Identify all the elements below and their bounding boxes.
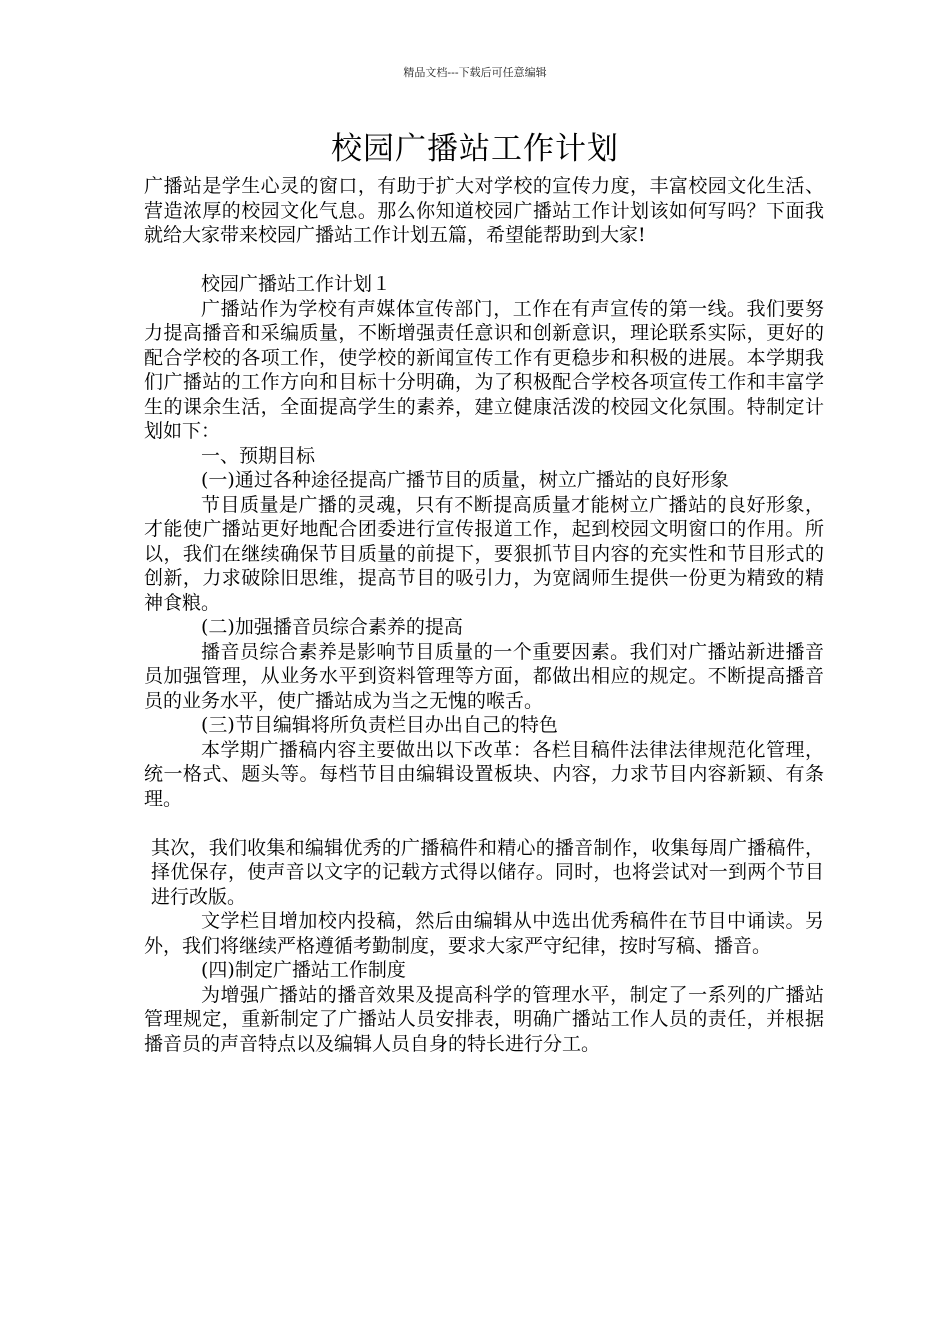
blank-line	[144, 248, 824, 273]
section-heading: 校园广播站工作计划１	[201, 273, 392, 295]
document-title: 校园广播站工作计划	[331, 131, 619, 167]
body-paragraph: 为增强广播站的播音效果及提高科学的管理水平，制定了一系列的广播站管理规定，重新制定了广播站人员安排表，明确广播站工作人员的责任，并根据播音员的声音特点以及编辑人员自身的特长进行分工。	[144, 983, 824, 1055]
body-paragraph: 其次，我们收集和编辑优秀的广播稿件和精心的播音制作，收集每周广播稿件，择优保存，使声音以文字的记载方式得以储存。同时，也将尝试对一到两个节目进行改版。	[151, 836, 824, 908]
subsection-heading: (三)节目编辑将所负责栏目办出自己的特色	[201, 714, 558, 736]
body-paragraph: 本学期广播稿内容主要做出以下改革：各栏目稿件法律法律规范化管理，统一格式、题头等。每档节目由编辑设置板块、内容，力求节目内容新颖、有条理。	[144, 738, 824, 810]
header-note: 精品文档---下载后可任意编辑	[403, 66, 547, 79]
body-paragraph: 节目质量是广播的灵魂，只有不断提高质量才能树立广播站的良好形象，才能使广播站更好地配合团委进行宣传报道工作，起到校园文明窗口的作用。所以，我们在继续确保节目质量的前提下，要狠抓节目内容的充实性和节目形式的创新，力求破除旧思维，提高节目的吸引力，为宽阔师生提供一份更为精致的精神食粮。	[144, 493, 824, 614]
document-body	[144, 174, 824, 1056]
body-paragraph: 播音员综合素养是影响节目质量的一个重要因素。我们对广播站新进播音员加强管理，从业务水平到资料管理等方面，都做出相应的规定。不断提高播音员的业务水平，使广播站成为当之无愧的喉舌。	[144, 640, 824, 712]
subsection-heading: (二)加强播音员综合素养的提高	[201, 616, 463, 638]
body-paragraph: 文学栏目增加校内投稿，然后由编辑从中选出优秀稿件在节目中诵读。另外，我们将继续严格遵循考勤制度，要求大家严守纪律，按时写稿、播音。	[144, 910, 824, 957]
intro-paragraph: 广播站是学生心灵的窗口，有助于扩大对学校的宣传力度，丰富校园文化生活、营造浓厚的校园文化气息。那么你知道校园广播站工作计划该如何写吗？下面我就给大家带来校园广播站工作计划五篇，希望能帮助到大家!	[144, 175, 824, 246]
subsection-heading: (一)通过各种途径提高广播节目的质量，树立广播站的良好形象	[201, 469, 729, 491]
blank-line	[144, 811, 824, 836]
section-heading: 一、预期目标	[201, 444, 316, 467]
subsection-heading: (四)制定广播站工作制度	[201, 959, 406, 981]
body-paragraph: 广播站作为学校有声媒体宣传部门，工作在有声宣传的第一线。我们要努力提高播音和采编质量，不断增强责任意识和创新意识，理论联系实际，更好的配合学校的各项工作，使学校的新闻宣传工作有更稳步和积极的进展。本学期我们广播站的工作方向和目标十分明确，为了积极配合学校各项宣传工作和丰富学生的课余生活，全面提高学生的素养，建立健康活泼的校园文化氛围。特制定计划如下：	[144, 297, 824, 442]
